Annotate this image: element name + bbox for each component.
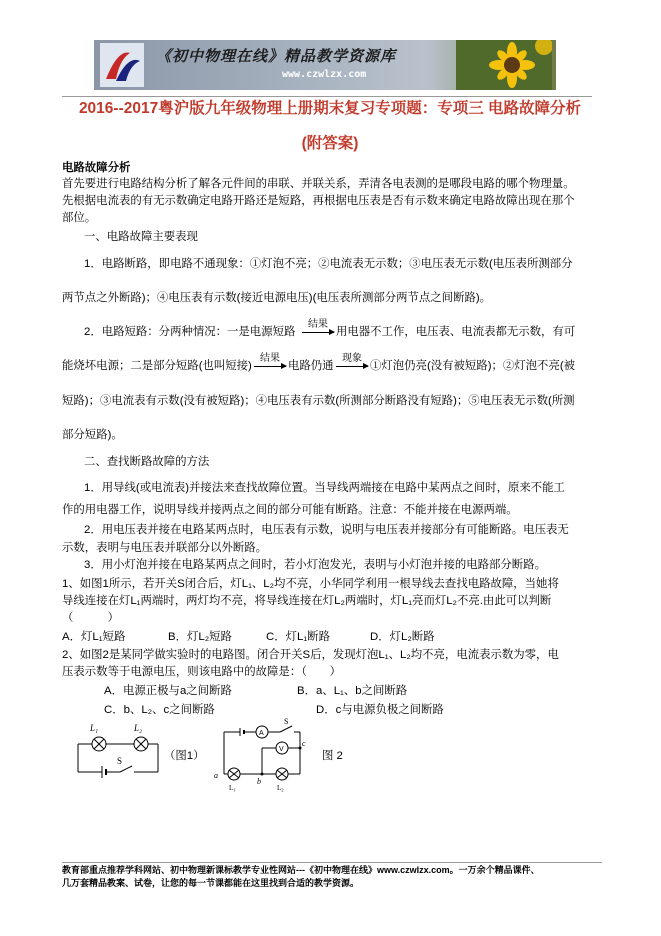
- part1-p2-line-3: 短路)；③电流表有示数(没有被短路)；④电压表有示数(所测部分断路没有短路)；⑤电压表无示数(所测: [62, 395, 575, 407]
- arrow-label: 结果: [308, 319, 328, 330]
- footer-line-1: 教育部重点推荐学科网站、初中物理新课标教学专业性网站---《初中物理在线》www.czwlzx.com。一万余个精品课件、: [62, 865, 540, 875]
- footer-line-2: 几万套精品教案、试卷，让您的每一节课都能在这里找到合适的教学资源。: [62, 878, 360, 888]
- part2-m2-line-1: 2．用电压表并接在电路某两点时，电压表有示数，说明与电压表并接部分有可能断路。电压表无: [84, 524, 569, 536]
- part2-heading: 二、查找断路故障的方法: [84, 456, 210, 468]
- result-arrow: [302, 319, 334, 338]
- figure-1-caption: （图1）: [164, 750, 205, 762]
- q1-option-b: B．灯L₂短路: [168, 631, 232, 643]
- footer-divider: [62, 862, 602, 863]
- arrow-label: 现象: [342, 353, 362, 364]
- fig1-label-l2: L₂: [134, 723, 143, 733]
- header-banner: [94, 40, 556, 90]
- q2-option-a: A．电源正极与a之间断路: [104, 685, 232, 697]
- site-logo: [100, 43, 144, 87]
- q1-line-3: （ ）: [62, 612, 119, 624]
- part1-p2-line-2a: 能烧坏电源；二是部分短路(也叫短接): [62, 360, 252, 372]
- fig2-label-l2: L₂: [277, 784, 284, 792]
- arrow-label: 结果: [260, 353, 280, 364]
- arrow-head-icon: [281, 363, 287, 369]
- part2-m1-line-1: 1．用导线(或电流表)并接法来查找故障位置。当导线两端接在电路中某两点之间时，原来不能工: [84, 482, 565, 494]
- banner-url[interactable]: www.czwlzx.com: [282, 69, 367, 80]
- intro-line-3: 部位。: [62, 212, 97, 224]
- fig2-label-a: a: [214, 771, 218, 780]
- intro-line-1: 首先要进行电路结构分析了解各元件间的串联、并联关系，弄清各电表测的是哪段电路的哪个物理量。: [62, 178, 575, 190]
- figure-2-caption: 图 2: [322, 750, 343, 762]
- part1-p2-line-1b: 用电器不工作，电压表、电流表都无示数，有可: [336, 326, 576, 338]
- part1-p1-line-1: 1．电路断路，即电路不通现象：①灯泡不亮；②电流表无示数；③电压表无示数(电压表所测部分: [84, 258, 573, 270]
- q2-line-1: 2、如图2是某同学做实验时的电路图。闭合开关S后，发现灯泡L₁、L₂均不亮，电流表示数为零，电: [62, 649, 559, 661]
- q2-option-b: B．a、L₁、b之间断路: [297, 685, 408, 697]
- page-title: 2016--2017粤沪版九年级物理上册期末复习专项题：专项三 电路故障分析: [78, 100, 582, 117]
- result-arrow: [254, 353, 286, 372]
- figure-2-circuit: [212, 716, 308, 792]
- part2-m3-line-1: 3．用小灯泡并接在电路某两点之间时，若小灯泡发光，表明与小灯泡并接的电路部分断路。: [84, 559, 546, 571]
- fig2-label-b: b: [257, 777, 261, 786]
- fig2-label-l1: L₁: [229, 784, 236, 792]
- part2-m1-line-2: 作的用电器工作，说明导线并接两点之间的部分可能有断路。注意：不能并接在电源两端。: [62, 504, 518, 516]
- fig2-label-s: S: [284, 717, 289, 726]
- fig2-label-c: c: [302, 739, 306, 748]
- figure-1-circuit: [76, 718, 160, 778]
- intro-line-2: 先根据电流表的有无示数确定电路开路还是短路，再根据电压表是否有示数来确定电路故障出现在那个: [62, 195, 575, 207]
- q1-option-a: A．灯L₁短路: [62, 631, 126, 643]
- sunflower-image: [456, 40, 552, 90]
- part1-p2-line-4: 部分短路)。: [62, 429, 123, 441]
- q1-line-1: 1、如图1所示，若开关S闭合后，灯L₁、L₂均不亮，小华同学利用一根导线去查找电路故障，当她将: [62, 578, 559, 590]
- phenomenon-arrow: [336, 353, 368, 372]
- part1-p2-line-2c: ①灯泡仍亮(没有被短路)；②灯泡不亮(被: [370, 360, 576, 372]
- page-footer: [62, 864, 602, 890]
- fig2-voltmeter-label: V: [279, 746, 284, 753]
- q2-line-2: 压表示数等于电源电压，则该电路中的故障是：（ ）: [62, 666, 342, 678]
- part2-m2-line-2: 示数，表明与电压表并联部分以外断路。: [62, 542, 268, 554]
- part1-p2-line-1a: 2．电路短路：分两种情况：一是电源短路: [84, 326, 296, 338]
- banner-title: 《初中物理在线》精品教学资源库: [156, 47, 397, 65]
- q1-option-d: D．灯L₂断路: [370, 631, 435, 643]
- arrow-head-icon: [363, 363, 369, 369]
- part1-p2-line-2b: 电路仍通: [288, 360, 334, 372]
- q2-option-c: C．b、L₂、c之间断路: [104, 704, 215, 716]
- arrow-head-icon: [329, 329, 335, 335]
- fig2-ammeter-label: A: [259, 730, 264, 737]
- q1-option-c: C．灯L₁断路: [266, 631, 330, 643]
- fig1-label-l1: L₁: [90, 723, 99, 733]
- q2-option-d: D．c与电源负极之间断路: [316, 704, 444, 716]
- page-subtitle: (附答案): [301, 135, 359, 152]
- header-divider: [62, 96, 592, 97]
- part1-heading: 一、电路故障主要表现: [84, 231, 198, 243]
- q1-line-2: 导线连接在灯L₁两端时，两灯均不亮，将导线连接在灯L₂两端时，灯L₁亮而灯L₂不亮.由此可以判断: [62, 595, 552, 607]
- section-heading: 电路故障分析: [62, 162, 131, 174]
- part1-p1-line-2: 两节点之外断路)；④电压表有示数(接近电源电压)(电压表所测部分两节点之间断路)。: [62, 292, 492, 304]
- fig1-label-s: S: [117, 756, 123, 766]
